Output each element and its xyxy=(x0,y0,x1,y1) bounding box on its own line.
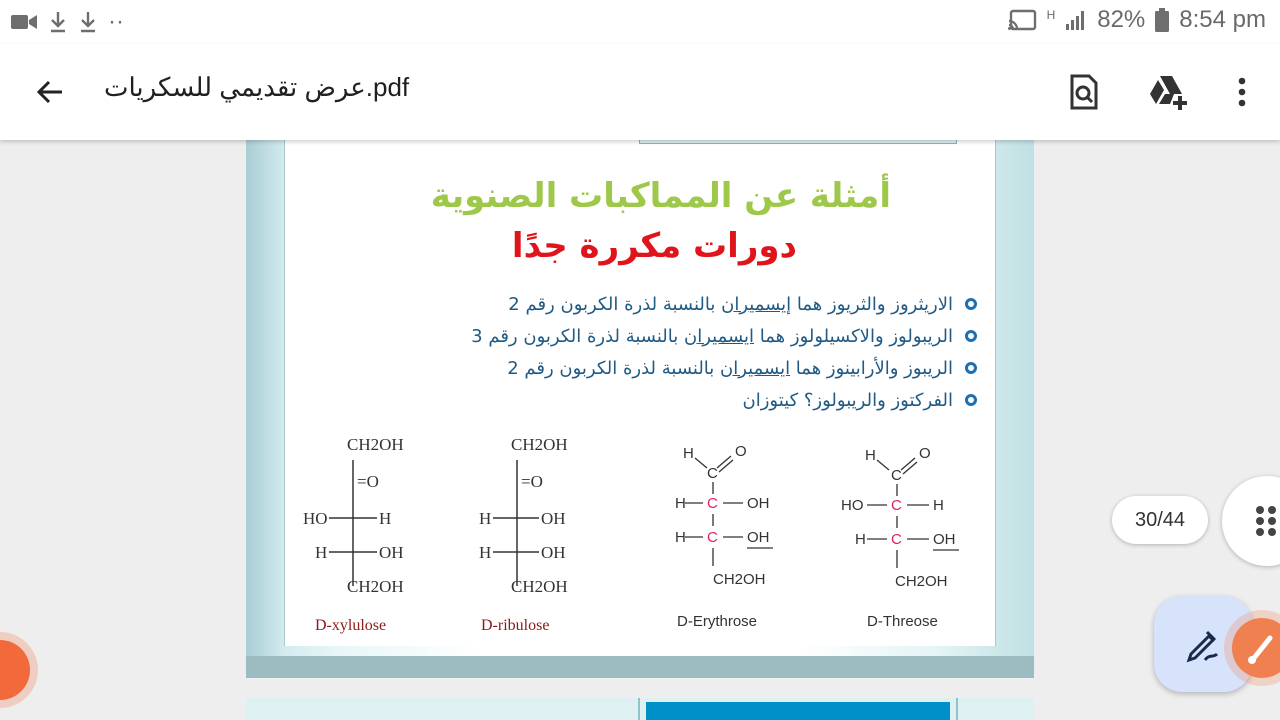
threose-c3: C xyxy=(891,531,902,548)
erythrose-c3-left: H xyxy=(675,529,686,546)
bullet-underlined: ايسميران xyxy=(684,325,755,347)
arrow-left-icon xyxy=(34,76,66,108)
sugar-structures xyxy=(285,430,997,640)
next-page-banner xyxy=(646,702,950,720)
status-bar xyxy=(0,0,1280,44)
bullet-text xyxy=(471,326,953,347)
erythrose-c2: C xyxy=(707,495,718,512)
brush-icon xyxy=(1232,618,1280,678)
more-options-button[interactable] xyxy=(1218,68,1266,116)
bullet-part: الفركتوز والريبولوز؟ كيتوزان xyxy=(742,389,953,411)
document-search-icon xyxy=(1069,74,1099,110)
pdf-page xyxy=(246,140,1034,678)
clock: 8:54 pm xyxy=(1179,6,1266,33)
grid-dots-icon xyxy=(1222,476,1280,566)
back-button[interactable] xyxy=(26,68,74,116)
ribulose-bottom: CH2OH xyxy=(511,577,568,596)
threose-h: H xyxy=(865,447,876,464)
status-system xyxy=(1007,6,1266,34)
slide-content xyxy=(284,140,996,646)
add-to-drive-button[interactable] xyxy=(1144,68,1192,116)
erythrose-bottom: CH2OH xyxy=(713,571,766,588)
xylulose-c3-left: HO xyxy=(303,509,328,528)
document-title: عرض تقديمي للسكريات.pdf xyxy=(104,72,410,102)
app-bar xyxy=(0,44,1280,140)
xylulose-c2: =O xyxy=(357,472,379,491)
bullet-part: الريبولوز والاكسيلولوز هما xyxy=(754,325,953,347)
xylulose-structure xyxy=(303,435,404,634)
more-vert-icon xyxy=(1236,76,1248,108)
bullet-list xyxy=(471,288,977,416)
list-item xyxy=(471,384,977,416)
page-indicator: 30/44 xyxy=(1112,496,1208,544)
list-item xyxy=(471,352,977,384)
brush-button[interactable] xyxy=(1232,618,1280,678)
xylulose-c4-right: OH xyxy=(379,543,404,562)
erythrose-c3: C xyxy=(707,529,718,546)
erythrose-o: O xyxy=(735,443,747,460)
battery-percent: 82% xyxy=(1097,6,1146,33)
signal-icon xyxy=(1065,9,1087,31)
threose-c3-left: H xyxy=(855,531,866,548)
threose-label: D-Threose xyxy=(867,613,938,630)
download-icon xyxy=(48,10,68,34)
bullet-underlined: ايسميران xyxy=(720,357,791,379)
ribulose-label: D-ribulose xyxy=(481,617,550,634)
threose-bottom: CH2OH xyxy=(895,573,948,590)
erythrose-c2-left: H xyxy=(675,495,686,512)
bullet-part: بالنسبة لذرة الكربون رقم 2 xyxy=(507,357,721,379)
bullet-underlined: إيسميران xyxy=(721,293,792,315)
erythrose-label: D-Erythrose xyxy=(677,613,758,630)
more-notifications-dots: ·· xyxy=(108,8,124,35)
bullet-icon xyxy=(965,298,977,310)
erythrose-c2-right: OH xyxy=(747,495,770,512)
threose-c2-right: H xyxy=(933,497,944,514)
bullet-part: بالنسبة لذرة الكربون رقم 3 xyxy=(471,325,684,347)
next-page-divider xyxy=(638,698,640,720)
list-item xyxy=(471,320,977,352)
xylulose-c4-left: H xyxy=(315,543,328,562)
video-camera-icon xyxy=(10,11,38,33)
erythrose-h: H xyxy=(683,445,694,462)
xylulose-top: CH2OH xyxy=(347,435,404,454)
bullet-icon xyxy=(965,394,977,406)
threose-c1: C xyxy=(891,467,902,484)
ribulose-c2: =O xyxy=(521,472,543,491)
threose-c2-left: HO xyxy=(841,497,864,514)
threose-c2: C xyxy=(891,497,902,514)
threose-o: O xyxy=(919,445,931,462)
bullet-icon xyxy=(965,362,977,374)
xylulose-label: D-xylulose xyxy=(315,617,387,634)
bullet-text xyxy=(743,390,953,411)
next-page-divider xyxy=(956,698,958,720)
ribulose-c3-left: H xyxy=(479,509,492,528)
ribulose-top: CH2OH xyxy=(511,435,568,454)
erythrose-structure xyxy=(675,443,773,630)
status-notifications xyxy=(10,8,124,36)
floating-bubble[interactable] xyxy=(0,640,30,700)
pdf-viewer[interactable] xyxy=(0,140,1280,720)
threose-c3-right: OH xyxy=(933,531,956,548)
cast-icon xyxy=(1007,8,1037,32)
drive-add-icon xyxy=(1148,74,1188,110)
thumbnail-grid-button[interactable] xyxy=(1222,476,1280,566)
bullet-part: الاريثروز والثريوز هما xyxy=(791,293,953,315)
xylulose-c3-right: H xyxy=(379,509,392,528)
ribulose-c4-right: OH xyxy=(541,543,566,562)
search-in-document-button[interactable] xyxy=(1060,68,1108,116)
erythrose-c1: C xyxy=(707,465,718,482)
bullet-text xyxy=(507,358,953,379)
threose-structure xyxy=(841,445,959,630)
bullet-icon xyxy=(965,330,977,342)
network-type-label: H xyxy=(1046,8,1056,22)
slide-title: أمثلة عن المماكبات الصنوية xyxy=(430,176,891,216)
ribulose-structure xyxy=(479,435,568,634)
list-item xyxy=(471,288,977,320)
pen-edit-icon xyxy=(1183,624,1223,664)
bullet-text xyxy=(508,294,953,315)
download-icon-2 xyxy=(78,10,98,34)
slide-top-tab xyxy=(639,140,957,144)
battery-icon xyxy=(1155,8,1169,32)
next-pdf-page xyxy=(246,698,1034,720)
ribulose-c4-left: H xyxy=(479,543,492,562)
xylulose-bottom: CH2OH xyxy=(347,577,404,596)
bullet-part: بالنسبة لذرة الكربون رقم 2 xyxy=(508,293,722,315)
ribulose-c3-right: OH xyxy=(541,509,566,528)
slide-subtitle: دورات مكررة جدًا xyxy=(511,226,797,266)
bullet-part: الريبوز والأرابينوز هما xyxy=(790,357,953,379)
erythrose-c3-right: OH xyxy=(747,529,770,546)
